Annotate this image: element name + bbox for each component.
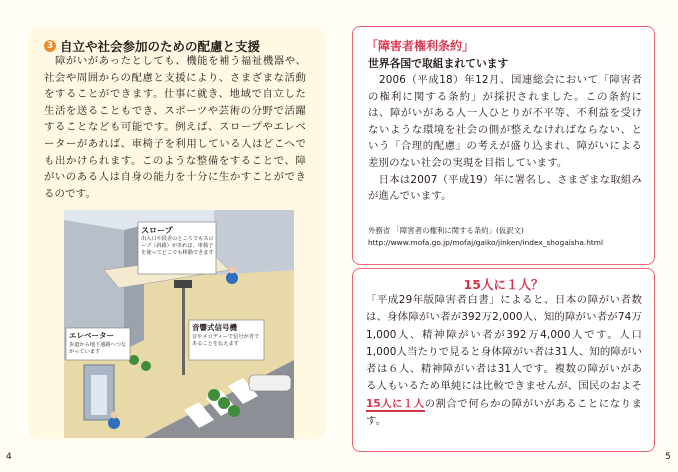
statistics-body-tail: の割合で何らかの障がいがあることになります。 [366, 397, 643, 428]
convention-tag: 「障害者権利条約」 [366, 39, 475, 53]
statistics-title: 15人に１人？ [463, 277, 544, 292]
convention-body [368, 72, 642, 205]
source-url: http://www.mofa.go.jp/mofaj/gaiko/jinken/index_shogaisha.html [368, 237, 604, 247]
elevator-description: 歩道から地下通路へつながっています [69, 342, 127, 356]
left-body-text: 障がいがあったとしても、機能を補う福祉機器や、社会や周囲からの配慮と支援により、さまざまな活動をすることができます。仕事に就き、地域で自立した生活を送ることもでき、スポーツや芸術の分野で活躍することなども可能です。例えば、スロープやエレベーターがあれば、車椅子を利用している人はどこへでも出かけられます。このような整備をすることで、障がいのある人は自身の能力を十分に生かすことができるのです。 [44, 55, 306, 200]
highlight-ratio: 15人に１人 [366, 397, 425, 410]
convention-body-para1: 2006（平成18）年12月、国連総会において「障害者の権利に関する条約」が採択されました。この条約には、障がいがある人一人ひとりが不平等、不利益を受けないような環境を社会の側が整えなければならない、という「合理的配慮」の考えが盛り込まれ、障がいによる差別のない社会の実現を目指しています。 [368, 74, 642, 169]
page-number-left: 4 [6, 452, 12, 462]
slope-description: 出入口や段差のところでもスロープ（斜路）があれば、車椅子を使ってどこでも移動できます [141, 236, 214, 257]
source-citation [368, 225, 603, 248]
statistics-body [366, 292, 642, 430]
source-line: 外務省 「障害者の権利に関する条約」(仮訳文) [368, 226, 524, 235]
section-number-badge: 3 [44, 40, 56, 52]
elevator-label: エレベーター [69, 331, 114, 340]
statistics-body-text: 「平成29年版障害者白書」によると、日本の障がい者数は、身体障がい者が392万2,000人、知的障がい者が74万1,000人、精神障がい者が392万4,000人です。人口1,000人当たりで見ると身体障がい者は31人、知的障がい者は６人、精神障がい者は31人です。複数の障がいがある人もいるため単純には比較できませんが、国民のおよそ [366, 294, 642, 393]
slope-label: スロープ [141, 226, 173, 235]
convention-subtitle: 世界各国で取組まれています [368, 57, 509, 70]
signal-description: 音やメロディーで信号が青であることを伝えます [192, 334, 260, 348]
signal-label: 音響式信号機 [192, 323, 237, 332]
section-title: 自立や社会参加のための配慮と支援 [60, 39, 261, 54]
page-number-right: 5 [665, 452, 671, 462]
convention-body-para2: 日本は2007（平成19）年に署名し、さまざまな取組みが進んでいます。 [368, 173, 642, 203]
